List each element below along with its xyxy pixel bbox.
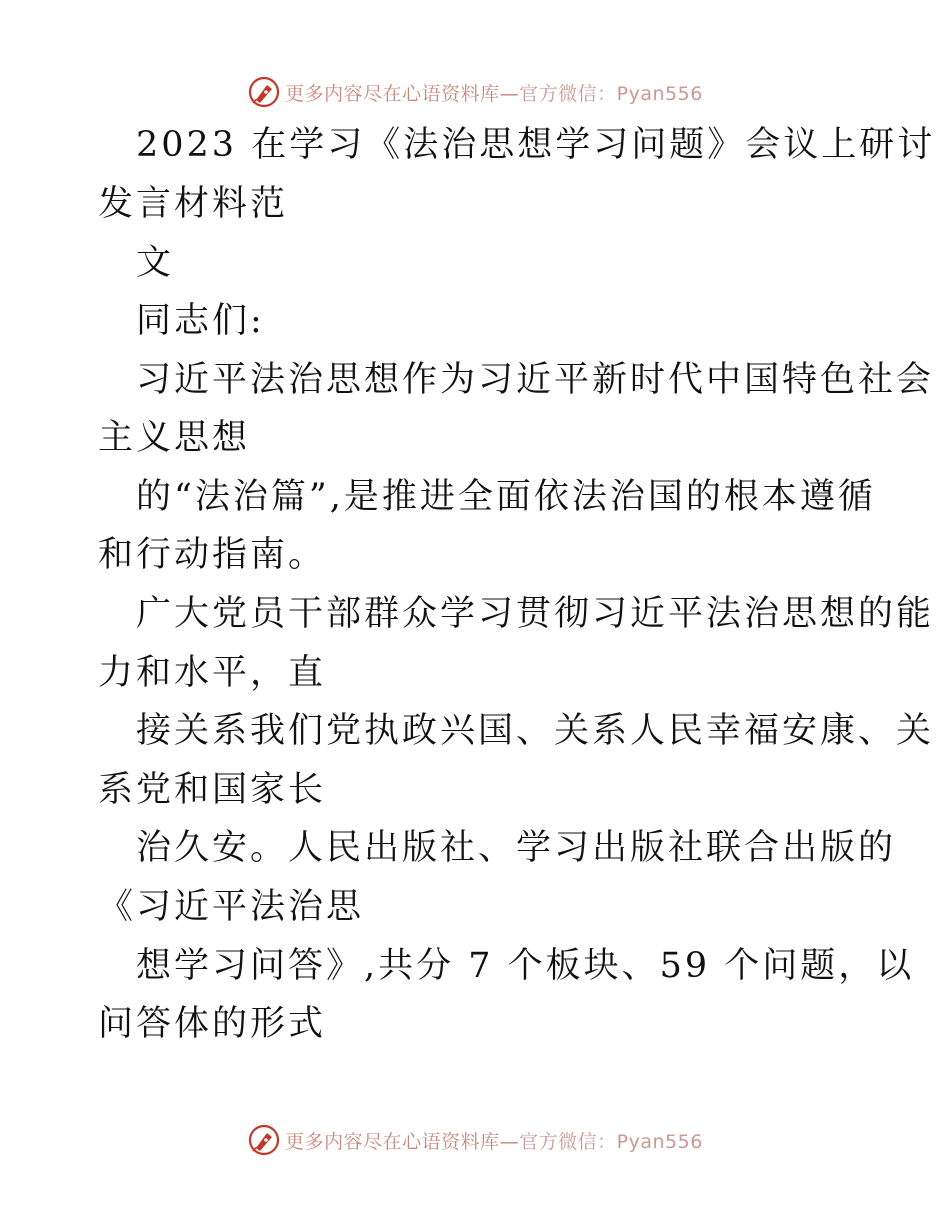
footer-banner xyxy=(0,1120,950,1160)
pen-nib-circle-icon xyxy=(247,75,281,109)
paragraph-line: 接关系我们党执政兴国、关系人民幸福安康、关 xyxy=(136,711,935,751)
pen-nib-circle-icon xyxy=(247,1123,281,1157)
paragraph-line: 系党和国家长 xyxy=(98,770,327,810)
title-line-3: 文 xyxy=(136,243,175,283)
title-line-2: 发言材料范 xyxy=(98,184,289,224)
title-line-1: 2023 在学习《法治思想学习问题》会议上研讨 xyxy=(136,125,936,165)
header-banner xyxy=(0,72,950,112)
paragraph-line: 的“法治篇”,是推进全面依法治国的根本遵循 xyxy=(136,477,876,517)
paragraph-line: 治久安。人民出版社、学习出版社联合出版的 xyxy=(136,828,897,868)
paragraph-line: 力和水平，直 xyxy=(98,653,327,693)
paragraph-line: 《习近平法治思 xyxy=(98,887,365,927)
banner-text: 更多内容尽在心语资料库—官方微信：Pyan556 xyxy=(285,82,703,105)
paragraph-line: 想学习问答》,共分 7 个板块、59 个问题，以 xyxy=(136,946,915,986)
paragraph-line: 习近平法治思想作为习近平新时代中国特色社会 xyxy=(136,360,935,400)
salutation: 同志们: xyxy=(136,301,265,341)
paragraph-line: 问答体的形式 xyxy=(98,1004,327,1044)
paragraph-line: 广大党员干部群众学习贯彻习近平法治思想的能 xyxy=(136,594,935,634)
banner-text: 更多内容尽在心语资料库—官方微信：Pyan556 xyxy=(285,1130,703,1153)
paragraph-line: 主义思想 xyxy=(98,418,251,458)
paragraph-line: 和行动指南。 xyxy=(98,535,327,575)
